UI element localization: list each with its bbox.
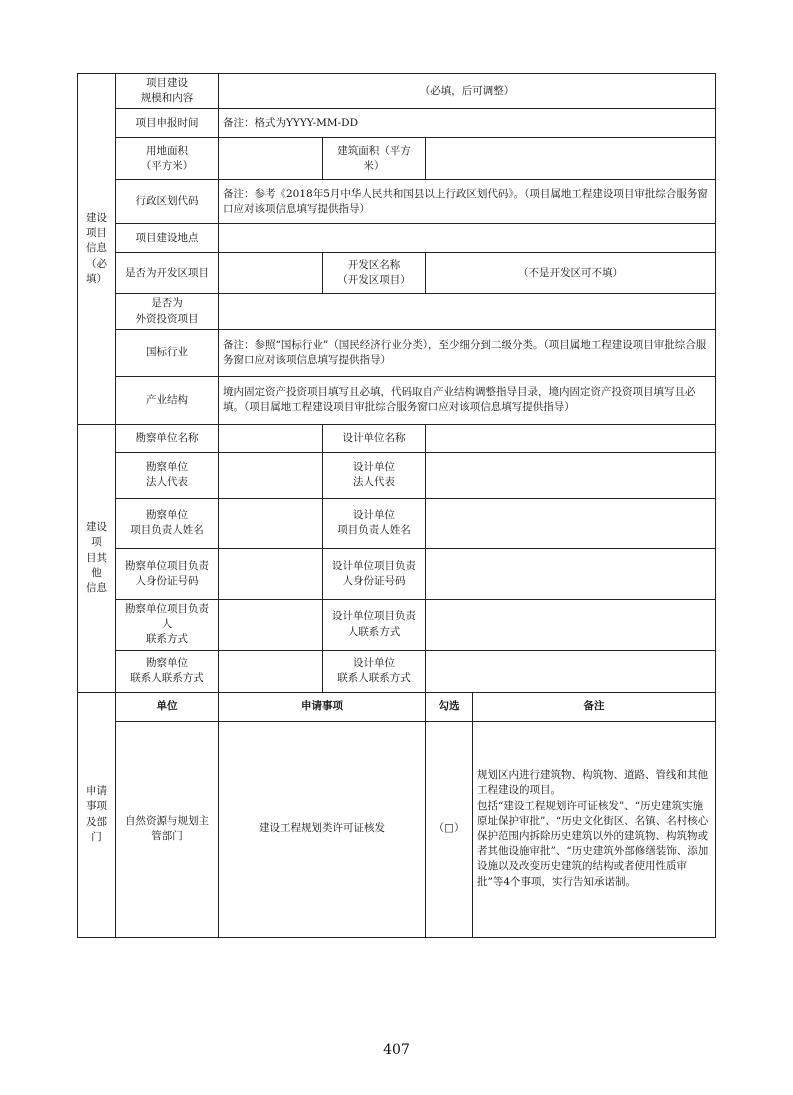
- label-building-area: 建筑面积（平方 米）: [323, 138, 426, 180]
- unit-department: 自然资源与规划主 管部门: [116, 721, 219, 937]
- field-land-area[interactable]: [219, 138, 323, 180]
- label-dev-zone-name: 开发区名称 （开发区项目）: [323, 253, 426, 294]
- label-survey-left: 勘察单位项目负责 人身份证号码: [116, 548, 219, 599]
- section-title: 建设 项目 信息 （必 填）: [86, 211, 107, 285]
- field-design-right[interactable]: [426, 548, 716, 599]
- label-design-right: 设计单位 法人代表: [323, 452, 426, 498]
- label-apply-date: 项目申报时间: [116, 109, 219, 138]
- field-survey-left[interactable]: [219, 548, 323, 599]
- field-building-area[interactable]: [426, 138, 716, 180]
- field-design-right[interactable]: [426, 650, 716, 692]
- field-survey-left[interactable]: [219, 650, 323, 692]
- label-design-right: 设计单位 联系人联系方式: [323, 650, 426, 692]
- section-title: 申请 事项 及部门: [86, 785, 107, 843]
- field-design-right[interactable]: [426, 424, 716, 452]
- label-survey-left: 勘察单位名称: [116, 424, 219, 452]
- header-item: 申请事项: [219, 692, 426, 721]
- label-survey-left: 勘察单位 联系人联系方式: [116, 650, 219, 692]
- field-design-right[interactable]: [426, 498, 716, 548]
- label-design-right: 设计单位 项目负责人姓名: [323, 498, 426, 548]
- label-survey-left: 勘察单位项目负责 人 联系方式: [116, 599, 219, 650]
- section-building-project-info: [78, 74, 116, 425]
- value-industry[interactable]: 备注：参照“国标行业”（国民经济行业分类），至少细分到二级分类。（项目属地工程建设项目审批综合服务窗口应对该项信息填写提供指导）: [219, 329, 716, 376]
- field-survey-left[interactable]: [219, 599, 323, 650]
- label-foreign-investment: 是否为 外资投资项目: [116, 294, 219, 329]
- section-application-items: [78, 692, 116, 937]
- label-design-right: 设计单位项目负责 人联系方式: [323, 599, 426, 650]
- application-form-table: [77, 73, 716, 938]
- value-region-code[interactable]: 备注：参考《2018年5月中华人民共和国县以上行政区划代码》。（项目属地工程建设项目审批综合服务窗口应对该项信息填写提供指导）: [219, 180, 716, 224]
- label-design-right: 设计单位名称: [323, 424, 426, 452]
- remark-text: 规划区内进行建筑物、构筑物、道路、管线和其他工程建设的项目。 包括“建设工程规划许可证核发”、“历史建筑实施原址保护审批”、“历史文化街区、名镇、名村核心保护范围内拆除历史建筑以外的建筑物、构筑物或者其他设施审批”、“历史建筑外部修缮装饰、添加设施以及改变历史建筑的结构或者使用性质审批”等4个事项，实行告知承诺制。: [473, 721, 716, 937]
- application-item: 建设工程规划类许可证核发: [219, 721, 426, 937]
- label-project-scale: 项目建设 规模和内容: [116, 74, 219, 109]
- section-other-project-info: [78, 424, 116, 692]
- page-number: 407: [383, 1042, 410, 1058]
- value-project-scale[interactable]: （必填，后可调整）: [219, 74, 716, 109]
- field-survey-left[interactable]: [219, 452, 323, 498]
- field-dev-zone[interactable]: [219, 253, 323, 294]
- label-design-right: 设计单位项目负责 人身份证号码: [323, 548, 426, 599]
- field-survey-left[interactable]: [219, 424, 323, 452]
- value-industry-structure[interactable]: 境内固定资产投资项目填写且必填，代码取自产业结构调整指导目录，境内固定资产投资项目填写且必填。（项目属地工程建设项目审批综合服务窗口应对该项信息填写提供指导）: [219, 376, 716, 424]
- label-dev-zone: 是否为开发区项目: [116, 253, 219, 294]
- field-project-location[interactable]: [219, 224, 716, 253]
- label-industry-structure: 产业结构: [116, 376, 219, 424]
- value-apply-date[interactable]: 备注：格式为YYYY-MM-DD: [219, 109, 716, 138]
- field-foreign-investment[interactable]: [219, 294, 716, 329]
- value-dev-zone-name[interactable]: （不是开发区可不填）: [426, 253, 716, 294]
- field-design-right[interactable]: [426, 452, 716, 498]
- checkbox-select[interactable]: （□）: [426, 721, 473, 937]
- field-design-right[interactable]: [426, 599, 716, 650]
- header-check: 勾选: [426, 692, 473, 721]
- header-unit: 单位: [116, 692, 219, 721]
- header-remark: 备注: [473, 692, 716, 721]
- label-project-location: 项目建设地点: [116, 224, 219, 253]
- label-survey-left: 勘察单位 法人代表: [116, 452, 219, 498]
- label-region-code: 行政区划代码: [116, 180, 219, 224]
- label-industry: 国标行业: [116, 329, 219, 376]
- label-land-area: 用地面积 （平方米）: [116, 138, 219, 180]
- field-survey-left[interactable]: [219, 498, 323, 548]
- section-title: 建设项 目其他 信息: [86, 521, 107, 595]
- label-survey-left: 勘察单位 项目负责人姓名: [116, 498, 219, 548]
